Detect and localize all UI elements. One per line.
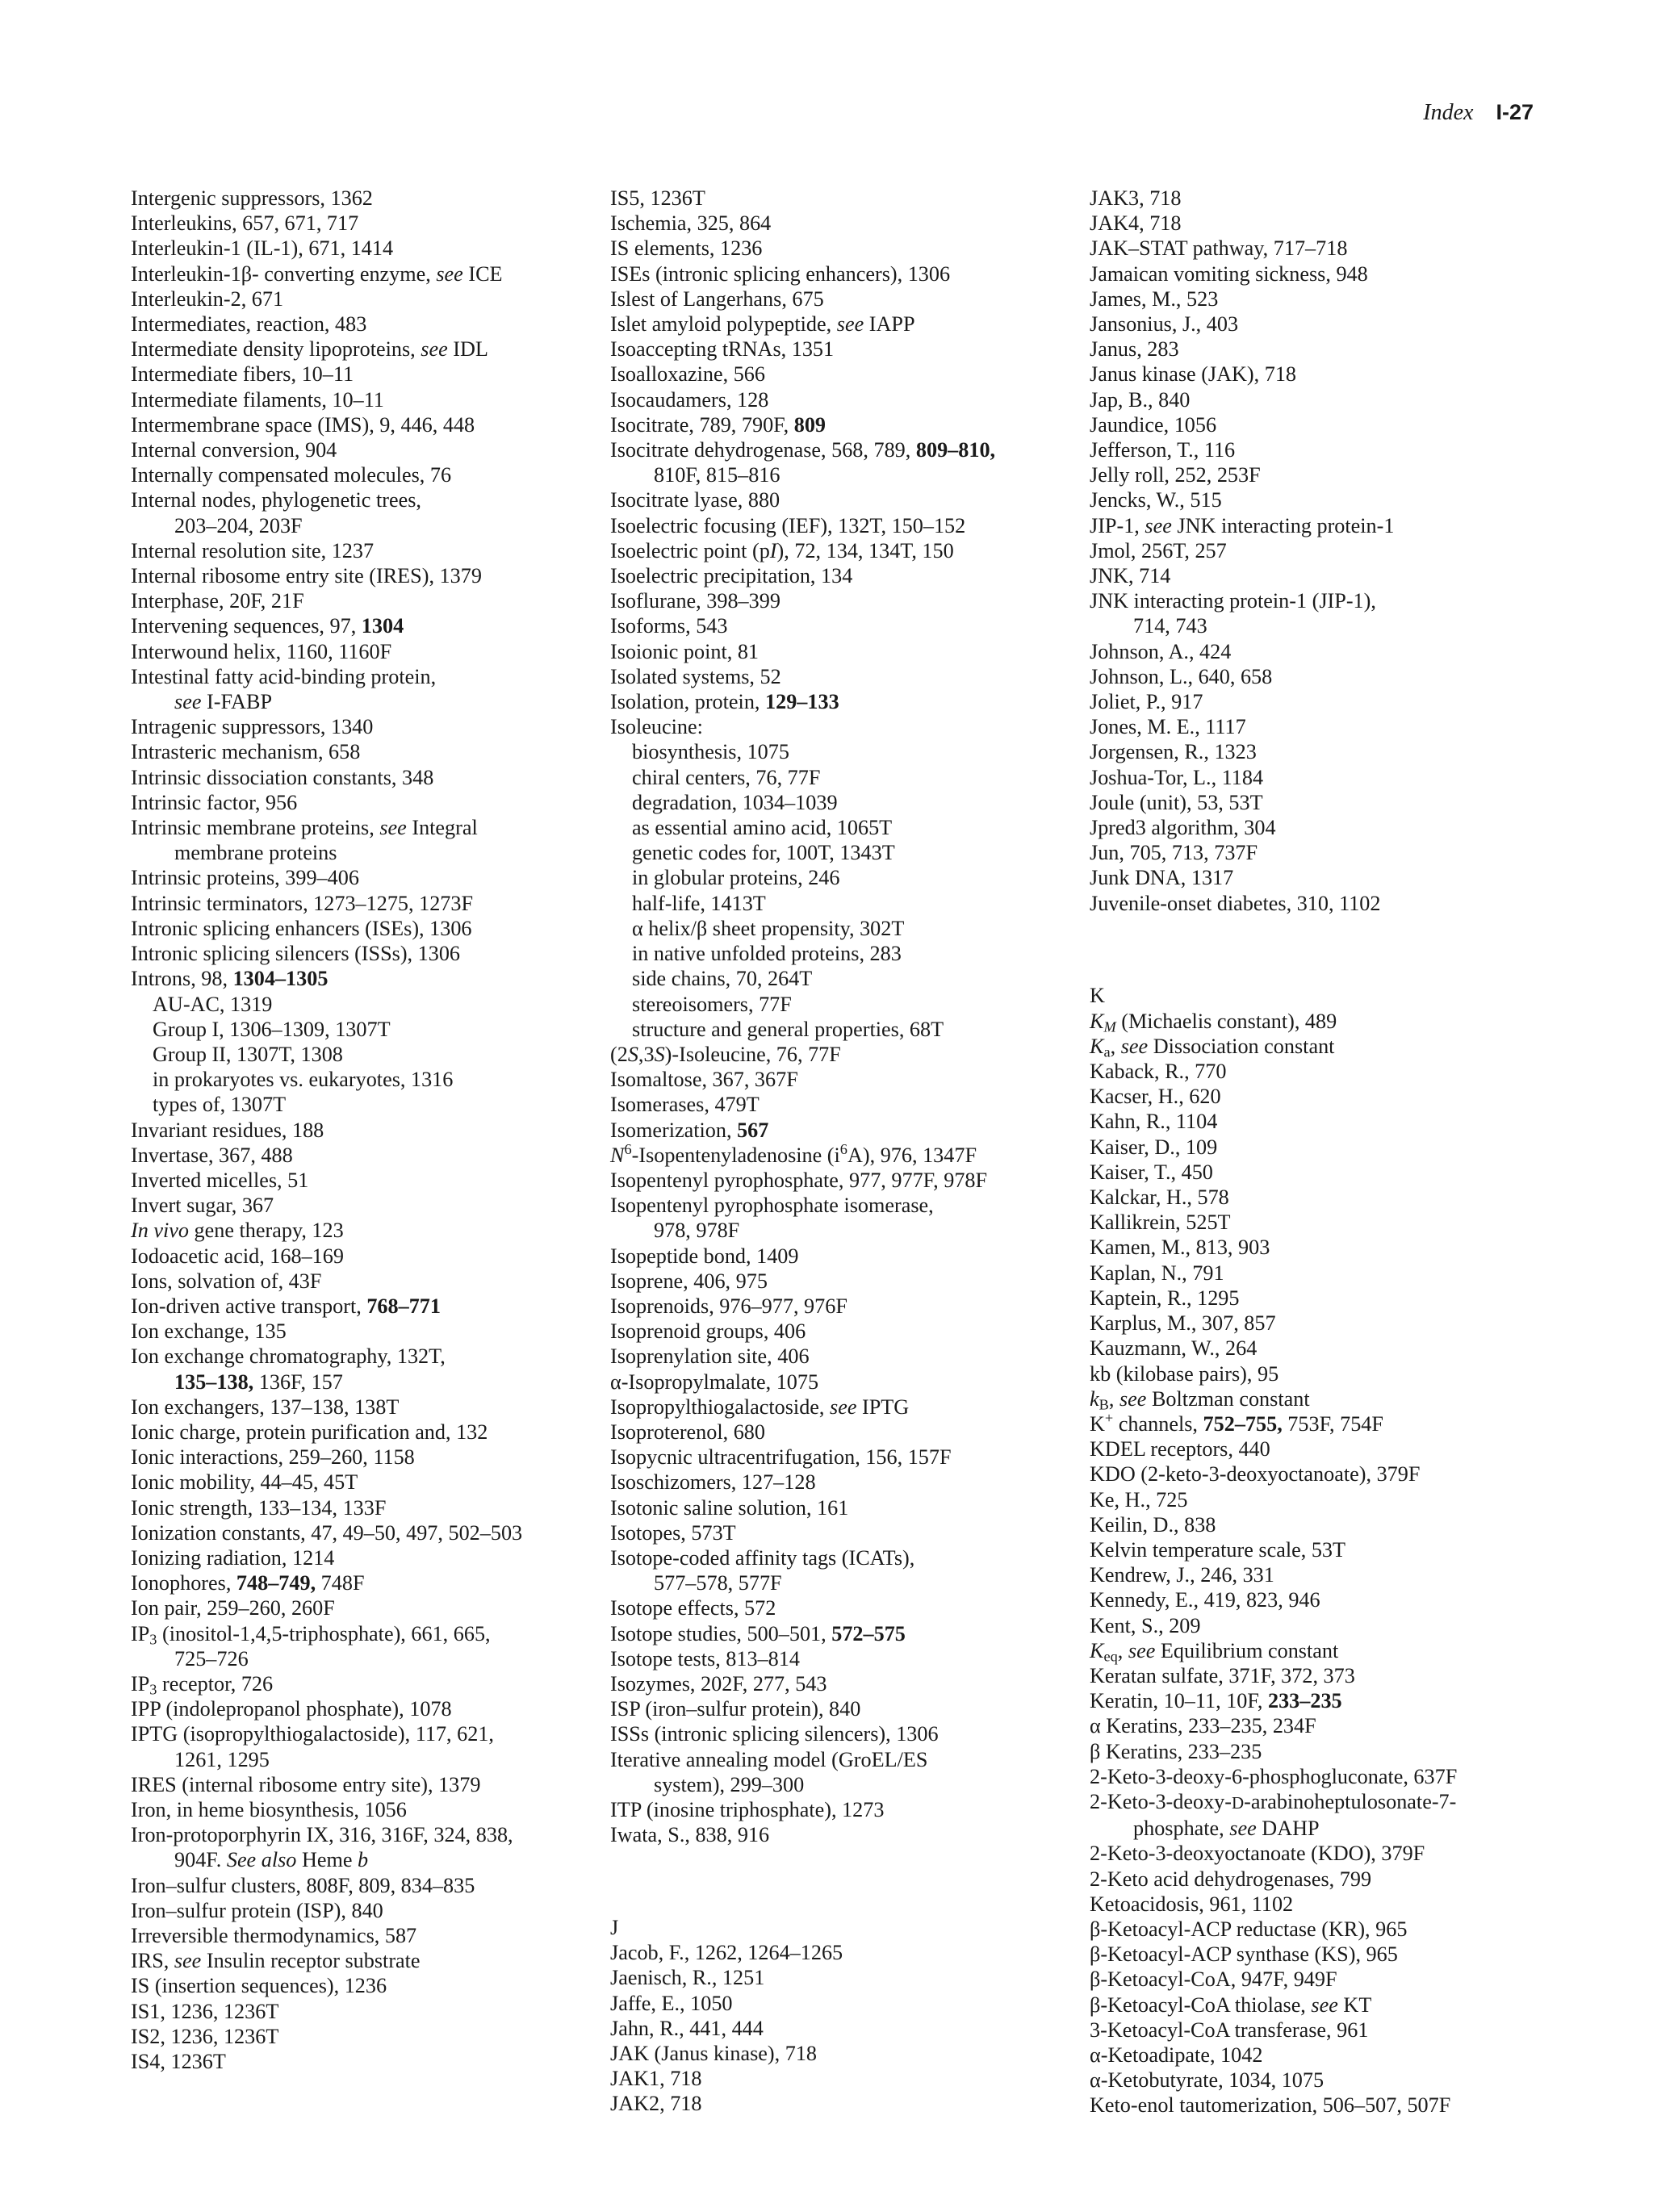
index-entry: Ischemia, 325, 864	[610, 211, 772, 236]
index-entry: Internal resolution site, 1237	[131, 538, 375, 562]
index-entry: Isozymes, 202F, 277, 543	[610, 1671, 827, 1696]
index-entry: Jencks, W., 515	[1090, 488, 1222, 512]
index-entry: JNK interacting protein-1 (JIP-1),	[1090, 589, 1376, 613]
index-entry: IS1, 1236, 1236T	[131, 1999, 279, 2023]
index-subentry: side chains, 70, 264T	[632, 967, 813, 991]
index-entry: Iron–sulfur protein (ISP), 840	[131, 1898, 383, 1922]
index-entry: Intermediate density lipoproteins, see IDL	[131, 337, 488, 362]
index-entry: Juvenile-onset diabetes, 310, 1102	[1090, 891, 1381, 915]
index-entry: IRES (internal ribosome entry site), 1379	[131, 1772, 481, 1796]
index-entry: (2S,3S)-Isoleucine, 76, 77F	[610, 1042, 841, 1066]
index-entry: Intronic splicing enhancers (ISEs), 1306	[131, 916, 472, 940]
index-entry: ISSs (intronic splicing silencers), 1306	[610, 1722, 939, 1746]
index-entry: Isoforms, 543	[610, 614, 728, 638]
index-entry: β-Ketoacyl-CoA thiolase, see KT	[1090, 1992, 1372, 2017]
index-entry: Isotope-coded affinity tags (ICATs),	[610, 1545, 915, 1570]
index-entry: Intergenic suppressors, 1362	[131, 186, 373, 210]
index-entry: Isoproterenol, 680	[610, 1420, 765, 1444]
index-entry: Intrinsic proteins, 399–406	[131, 866, 359, 890]
index-entry: Isocitrate lyase, 880	[610, 488, 780, 512]
index-entry: Jahn, R., 441, 444	[610, 2016, 764, 2040]
section-letter: J	[610, 1915, 619, 1939]
index-entry: Keilin, D., 838	[1090, 1512, 1216, 1537]
index-entry: Jaenisch, R., 1251	[610, 1966, 765, 1990]
index-entry: Johnson, A., 424	[1090, 639, 1232, 663]
index-entry: IS5, 1236T	[610, 186, 705, 210]
index-entry: Iterative annealing model (GroEL/ES	[610, 1747, 928, 1771]
index-entry: JAK2, 718	[610, 2092, 702, 2116]
index-entry: Keratan sulfate, 371F, 372, 373	[1090, 1663, 1355, 1687]
index-entry: KDO (2-keto-3-deoxyoctanoate), 379F	[1090, 1462, 1421, 1487]
index-entry: Isopropylthiogalactoside, see IPTG	[610, 1395, 910, 1419]
index-entry: Isoschizomers, 127–128	[610, 1470, 816, 1495]
index-entry: Ionic strength, 133–134, 133F	[131, 1495, 387, 1520]
index-entry: Ke, H., 725	[1090, 1487, 1188, 1512]
index-entry: Kent, S., 209	[1090, 1613, 1201, 1637]
index-entry: $K_{eq}$, see Equilibrium constant	[1090, 1638, 1339, 1665]
index-entry: Intermembrane space (IMS), 9, 446, 448	[131, 412, 475, 437]
index-entry: IRS, see Insulin receptor substrate	[131, 1949, 421, 1973]
index-entry: Jefferson, T., 116	[1090, 438, 1236, 462]
index-entry: kb (kilobase pairs), 95	[1090, 1361, 1279, 1386]
index-entry: $k_B$, see Boltzman constant	[1090, 1386, 1310, 1413]
index-entry: Kaiser, T., 450	[1090, 1160, 1213, 1184]
index-subentry: α helix/β sheet propensity, 302T	[632, 916, 905, 940]
index-entry: $K_a$, see Dissociation constant	[1090, 1034, 1335, 1060]
index-subentry: structure and general properties, 68T	[632, 1017, 944, 1041]
index-entry: Jacob, F., 1262, 1264–1265	[610, 1941, 843, 1965]
index-entry: $K_M$ (Michaelis constant), 489	[1090, 1009, 1337, 1035]
index-entry: Isotope tests, 813–814	[610, 1646, 800, 1670]
index-entry: Jansonius, J., 403	[1090, 312, 1239, 337]
index-entry: Isoaccepting tRNAs, 1351	[610, 337, 835, 362]
index-entry: Kaplan, N., 791	[1090, 1261, 1224, 1285]
index-entry-continuation: system), 299–300	[654, 1772, 805, 1796]
index-entry: Iron, in heme biosynthesis, 1056	[131, 1798, 407, 1821]
index-subentry: degradation, 1034–1039	[632, 790, 838, 814]
index-entry: Isotope effects, 572	[610, 1596, 776, 1620]
index-entry: Jmol, 256T, 257	[1090, 538, 1227, 562]
index-entry: Intermediate filaments, 10–11	[131, 387, 384, 412]
index-entry: Isocitrate, 789, 790F, 809	[610, 412, 826, 437]
index-entry: Irreversible thermodynamics, 587	[131, 1924, 417, 1948]
index-subentry: as essential amino acid, 1065T	[632, 816, 893, 840]
index-subentry: in globular proteins, 246	[632, 866, 840, 890]
index-entry: Kalckar, H., 578	[1090, 1185, 1229, 1210]
index-entry: Inverted micelles, 51	[131, 1168, 309, 1192]
index-entry: IPTG (isopropylthiogalactoside), 117, 621,	[131, 1722, 494, 1746]
index-entry: Islest of Langerhans, 675	[610, 286, 824, 311]
index-entry: Isoalloxazine, 566	[610, 362, 765, 387]
index-entry: Keto-enol tautomerization, 506–507, 507F	[1090, 2093, 1451, 2118]
section-letter: K	[1090, 984, 1105, 1008]
index-entry-continuation: phosphate, see DAHP	[1133, 1817, 1320, 1841]
index-column-3	[1090, 186, 1542, 2118]
index-entry: Ions, solvation of, 43F	[131, 1269, 322, 1293]
index-entry: Intragenic suppressors, 1340	[131, 715, 374, 739]
index-entry: Janus, 283	[1090, 337, 1179, 362]
index-entry: Isoelectric focusing (IEF), 132T, 150–152	[610, 513, 966, 537]
index-entry: Internal ribosome entry site (IRES), 1379	[131, 564, 482, 588]
index-entry: Kaback, R., 770	[1090, 1060, 1227, 1084]
index-entry: Isoprene, 406, 975	[610, 1269, 768, 1293]
index-entry: Isotope studies, 500–501, 572–575	[610, 1621, 906, 1645]
index-entry: IS2, 1236, 1236T	[131, 2024, 279, 2048]
index-entry: ITP (inosine triphosphate), 1273	[610, 1798, 885, 1821]
index-entry: Keratin, 10–11, 10F, 233–235	[1090, 1689, 1342, 1713]
index-entry: Isoelectric precipitation, 134	[610, 564, 853, 588]
index-entry-continuation: 810F, 815–816	[654, 463, 780, 487]
index-entry-continuation: 577–578, 577F	[654, 1571, 782, 1595]
index-entry: IS4, 1236T	[131, 2050, 226, 2074]
index-entry: Isolated systems, 52	[610, 664, 781, 688]
index-subentry: in prokaryotes vs. eukaryotes, 1316	[153, 1068, 454, 1092]
index-entry: β-Ketoacyl-ACP reductase (KR), 965	[1090, 1917, 1408, 1941]
index-entry: Interleukin-1β- converting enzyme, see ICE	[131, 261, 503, 286]
index-entry: JAK (Janus kinase), 718	[610, 2041, 818, 2065]
index-entry: Intronic splicing silencers (ISSs), 1306	[131, 942, 461, 966]
index-entry: Isopycnic ultracentrifugation, 156, 157F	[610, 1445, 952, 1470]
index-entry: Intervening sequences, 97, 1304	[131, 614, 404, 638]
index-entry: Isopentenyl pyrophosphate isomerase,	[610, 1194, 934, 1218]
index-subentry: chiral centers, 76, 77F	[632, 765, 821, 789]
index-subentry: Group II, 1307T, 1308	[153, 1042, 343, 1066]
index-entry-continuation: 714, 743	[1133, 614, 1207, 638]
index-entry: Interleukin-1 (IL-1), 671, 1414	[131, 236, 394, 261]
index-entry: α-Isopropylmalate, 1075	[610, 1369, 819, 1394]
index-entry: Interphase, 20F, 21F	[131, 589, 304, 613]
index-entry: Isomerization, 567	[610, 1118, 769, 1142]
index-entry-continuation: 1261, 1295	[174, 1747, 270, 1771]
running-head-index: Index	[1423, 100, 1474, 125]
index-entry: Ionization constants, 47, 49–50, 497, 502–503	[131, 1520, 523, 1545]
index-entry: Intrinsic membrane proteins, see Integral	[131, 816, 478, 840]
index-entry: Isoprenylation site, 406	[610, 1344, 810, 1369]
index-entry: Islet amyloid polypeptide, see IAPP	[610, 312, 915, 337]
index-entry: Isomaltose, 367, 367F	[610, 1068, 798, 1092]
index-entry: Ion exchange chromatography, 132T,	[131, 1344, 446, 1369]
index-entry: Isopeptide bond, 1409	[610, 1244, 799, 1268]
index-subentry: in native unfolded proteins, 283	[632, 942, 902, 966]
index-entry: Isopentenyl pyrophosphate, 977, 977F, 978F	[610, 1168, 988, 1192]
index-entry: Isoionic point, 81	[610, 639, 760, 663]
index-entry: Jpred3 algorithm, 304	[1090, 816, 1276, 840]
index-entry: Ionic interactions, 259–260, 1158	[131, 1445, 415, 1470]
index-entry: Isomerases, 479T	[610, 1093, 760, 1117]
index-entry-continuation: see I-FABP	[174, 690, 273, 714]
index-entry: 2-Keto-3-deoxy-D-arabinoheptulosonate-7-	[1090, 1789, 1457, 1813]
index-subentry: genetic codes for, 100T, 1343T	[632, 841, 895, 865]
index-entry: Intermediate fibers, 10–11	[131, 362, 354, 387]
index-entry: Joule (unit), 53, 53T	[1090, 790, 1263, 814]
index-entry: Ionic mobility, 44–45, 45T	[131, 1470, 358, 1495]
index-entry: JAK–STAT pathway, 717–718	[1090, 236, 1348, 261]
index-entry: Joliet, P., 917	[1090, 690, 1203, 714]
index-entry: Jamaican vomiting sickness, 948	[1090, 261, 1368, 286]
index-column-2	[610, 186, 1062, 2117]
index-entry: Iodoacetic acid, 168–169	[131, 1244, 344, 1268]
index-entry: Kaptein, R., 1295	[1090, 1286, 1240, 1310]
index-entry: Isoelectric point (pI), 72, 134, 134T, 150	[610, 538, 954, 562]
index-subentry: half-life, 1413T	[632, 891, 766, 915]
index-entry: Jelly roll, 252, 253F	[1090, 463, 1261, 487]
index-entry: β Keratins, 233–235	[1090, 1739, 1262, 1763]
index-entry: Kendrew, J., 246, 331	[1090, 1563, 1274, 1587]
index-column-1	[131, 186, 583, 2074]
index-entry: Kaiser, D., 109	[1090, 1135, 1218, 1159]
index-entry: Kauzmann, W., 264	[1090, 1336, 1258, 1361]
index-entry: Kahn, R., 1104	[1090, 1110, 1218, 1134]
index-entry: Invariant residues, 188	[131, 1118, 324, 1142]
index-entry: Invert sugar, 367	[131, 1194, 274, 1218]
index-entry: 2-Keto-3-deoxyoctanoate (KDO), 379F	[1090, 1842, 1425, 1866]
index-subentry: types of, 1307T	[153, 1093, 287, 1117]
index-entry: Intrinsic dissociation constants, 348	[131, 765, 434, 789]
section-gap	[610, 1869, 1062, 1894]
index-entry: Intrasteric mechanism, 658	[131, 740, 361, 764]
index-entry: Iwata, S., 838, 916	[610, 1823, 770, 1847]
index-entry: Isotopes, 573T	[610, 1520, 736, 1545]
index-entry: Intermediates, reaction, 483	[131, 312, 367, 337]
index-subentry: biosynthesis, 1075	[632, 740, 789, 764]
index-entry: JAK1, 718	[610, 2067, 702, 2091]
index-entry: Janus kinase (JAK), 718	[1090, 362, 1297, 387]
index-entry-continuation: 978, 978F	[654, 1219, 740, 1243]
index-entry: Intrinsic terminators, 1273–1275, 1273F	[131, 891, 474, 915]
index-entry: In vivo gene therapy, 123	[131, 1219, 344, 1243]
index-entry: Isoflurane, 398–399	[610, 589, 780, 613]
index-entry: Invertase, 367, 488	[131, 1143, 293, 1167]
index-entry: Ion exchange, 135	[131, 1319, 287, 1344]
index-entry: Internal conversion, 904	[131, 438, 337, 462]
index-entry: KDEL receptors, 440	[1090, 1437, 1270, 1461]
index-entry: Ion exchangers, 137–138, 138T	[131, 1395, 400, 1419]
index-entry: Iron-protoporphyrin IX, 316, 316F, 324, 838,	[131, 1823, 513, 1847]
index-entry: Isoleucine:	[610, 715, 703, 739]
index-entry: Isocitrate dehydrogenase, 568, 789, 809–810,	[610, 438, 996, 462]
index-entry: Interleukin-2, 671	[131, 286, 284, 311]
index-entry: Ion-driven active transport, 768–771	[131, 1294, 441, 1318]
index-entry: Kallikrein, 525T	[1090, 1211, 1231, 1235]
index-entry: α-Ketoadipate, 1042	[1090, 2043, 1263, 2067]
index-entry: Jap, B., 840	[1090, 387, 1191, 412]
index-entry: Joshua-Tor, L., 1184	[1090, 765, 1264, 789]
section-gap	[1090, 937, 1542, 962]
page-header	[1423, 100, 1534, 126]
index-entry: Jorgensen, R., 1323	[1090, 740, 1257, 764]
index-entry: β-Ketoacyl-ACP synthase (KS), 965	[1090, 1942, 1398, 1967]
index-entry: α Keratins, 233–235, 234F	[1090, 1714, 1316, 1738]
index-entry: 2-Keto-3-deoxy-6-phosphogluconate, 637F	[1090, 1764, 1458, 1788]
index-entry-continuation: 203–204, 203F	[174, 513, 303, 537]
index-entry: Internal nodes, phylogenetic trees,	[131, 488, 421, 512]
index-entry: Isolation, protein, 129–133	[610, 690, 839, 714]
index-entry: β-Ketoacyl-CoA, 947F, 949F	[1090, 1967, 1337, 1992]
index-entry: JNK, 714	[1090, 564, 1171, 588]
index-entry: α-Ketobutyrate, 1034, 1075	[1090, 2068, 1324, 2093]
index-entry: ISP (iron–sulfur protein), 840	[610, 1697, 861, 1721]
index-entry: K+ channels, 752–755, 753F, 754F	[1090, 1409, 1383, 1436]
index-entry: $IP_3$ (inositol-1,4,5-triphosphate), 661, 665,	[131, 1621, 491, 1648]
index-entry: Intestinal fatty acid-binding protein,	[131, 664, 437, 688]
index-entry: Iron–sulfur clusters, 808F, 809, 834–835	[131, 1873, 475, 1897]
page-number: I-27	[1496, 100, 1534, 124]
index-entry-continuation: 904F. See also Heme b	[174, 1848, 369, 1872]
index-entry: Kennedy, E., 419, 823, 946	[1090, 1588, 1320, 1612]
index-entry: Junk DNA, 1317	[1090, 866, 1234, 890]
index-entry: $N^6$-Isopentenyladenosine $(i^6A)$, 976, 1347F	[610, 1140, 977, 1167]
index-entry-continuation: 135–138, 136F, 157	[174, 1369, 343, 1394]
index-subentry: stereoisomers, 77F	[632, 992, 792, 1016]
index-subentry: AU-AC, 1319	[153, 992, 273, 1016]
index-entry: Johnson, L., 640, 658	[1090, 664, 1273, 688]
index-subentry: Group I, 1306–1309, 1307T	[153, 1017, 391, 1041]
index-entry: Isocaudamers, 128	[610, 387, 769, 412]
index-entry-continuation: membrane proteins	[174, 841, 337, 865]
index-entry: Ionizing radiation, 1214	[131, 1545, 335, 1570]
index-entry: Ion pair, 259–260, 260F	[131, 1596, 335, 1620]
index-entry: IS elements, 1236	[610, 236, 763, 261]
index-entry: JAK3, 718	[1090, 186, 1182, 210]
index-entry: Interwound helix, 1160, 1160F	[131, 639, 392, 663]
index-entry: Karplus, M., 307, 857	[1090, 1311, 1276, 1336]
index-entry: Interleukins, 657, 671, 717	[131, 211, 359, 236]
index-entry-continuation: 725–726	[174, 1646, 249, 1670]
index-entry: Ionophores, 748–749, 748F	[131, 1571, 365, 1595]
index-entry: JIP-1, see JNK interacting protein-1	[1090, 513, 1395, 537]
index-entry: Kamen, M., 813, 903	[1090, 1236, 1270, 1260]
index-entry: IPP (indolepropanol phosphate), 1078	[131, 1697, 452, 1721]
index-entry: ISEs (intronic splicing enhancers), 1306	[610, 261, 951, 286]
index-entry: Jaffe, E., 1050	[610, 1991, 733, 2015]
index-entry: JAK4, 718	[1090, 211, 1182, 236]
index-entry: Jaundice, 1056	[1090, 412, 1217, 437]
index-entry: Ketoacidosis, 961, 1102	[1090, 1892, 1294, 1916]
index-entry: Isoprenoid groups, 406	[610, 1319, 806, 1344]
index-entry: IS (insertion sequences), 1236	[131, 1974, 387, 1998]
index-entry: Kelvin temperature scale, 53T	[1090, 1537, 1346, 1562]
index-entry: Kacser, H., 620	[1090, 1085, 1221, 1109]
index-entry: Internally compensated molecules, 76	[131, 463, 452, 487]
index-entry: Introns, 98, 1304–1305	[131, 967, 329, 991]
index-entry: Jones, M. E., 1117	[1090, 715, 1246, 739]
index-entry: 3-Ketoacyl-CoA transferase, 961	[1090, 2018, 1369, 2042]
index-entry: Intrinsic factor, 956	[131, 790, 298, 814]
index-entry: Jun, 705, 713, 737F	[1090, 841, 1258, 865]
index-entry: $IP_3$ receptor, 726	[131, 1671, 274, 1698]
index-entry: Isoprenoids, 976–977, 976F	[610, 1294, 847, 1318]
index-entry: Isotonic saline solution, 161	[610, 1495, 849, 1520]
index-entry: Ionic charge, protein purification and, 132	[131, 1420, 488, 1444]
index-entry: 2-Keto acid dehydrogenases, 799	[1090, 1867, 1372, 1891]
index-entry: James, M., 523	[1090, 286, 1219, 311]
